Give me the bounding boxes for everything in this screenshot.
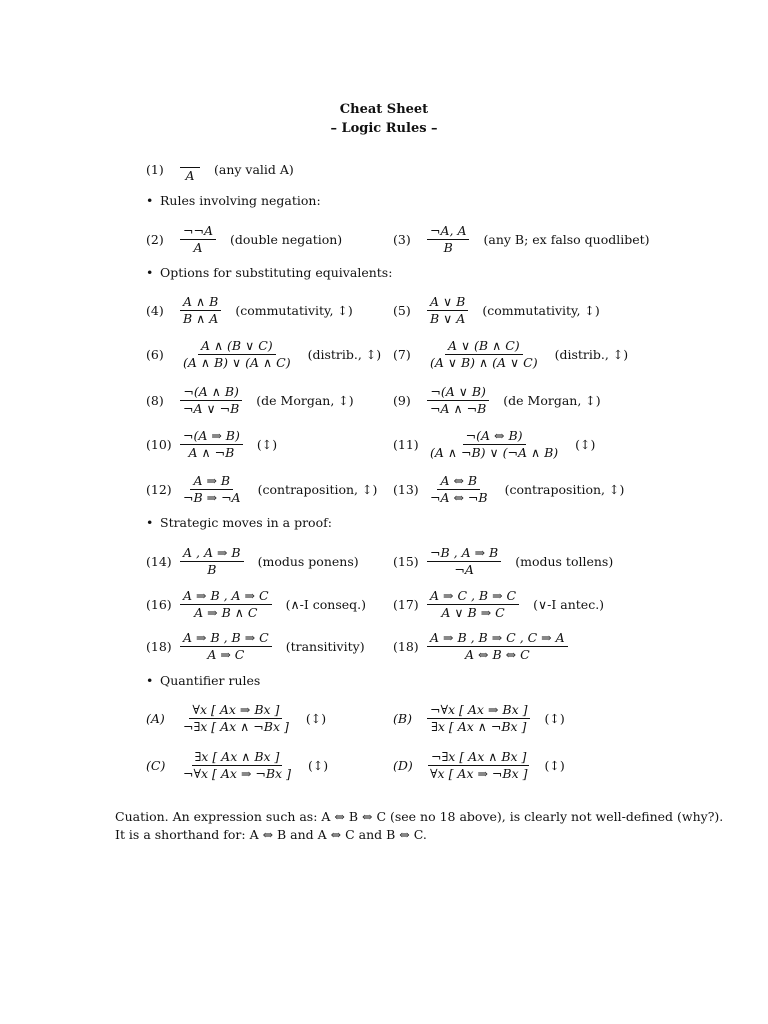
rule-fraction [427, 546, 501, 578]
rule-note: (commutativity, ↕) [482, 303, 600, 319]
rule-conclusion: ¬A [454, 562, 474, 578]
rule-conclusion: ¬B ⇒ ¬A [183, 490, 241, 506]
rule-7 [393, 339, 628, 371]
rule-number: (1) [146, 162, 164, 178]
rule-premise: ¬¬A [180, 224, 216, 240]
section-heading [146, 515, 332, 530]
rule-number: (13) [393, 482, 419, 498]
rule-fraction [427, 429, 561, 461]
rule-fraction [427, 224, 469, 256]
rule-note: (de Morgan, ↕) [503, 393, 601, 409]
rule-premise: ¬B , A ⇒ B [427, 546, 501, 562]
rule-conclusion: (A ∧ ¬B) ∨ (¬A ∧ B) [430, 445, 559, 461]
rule-fraction [427, 750, 530, 782]
rule-fraction [180, 631, 272, 663]
rule-D [393, 750, 565, 782]
rule-number: (10) [146, 437, 172, 453]
page-subtitle: – Logic Rules – [330, 121, 438, 136]
rule-number: (7) [393, 347, 411, 363]
rule-note: (modus tollens) [515, 554, 614, 570]
rule-note: (↕) [307, 758, 329, 774]
caution-line-2: It is a shorthand for: A ⇔ B and A ⇔ C and B ⇔ C. [115, 827, 427, 842]
rule-number: (D) [393, 758, 413, 774]
section-heading-text: Options for substituting equivalents: [160, 265, 393, 280]
section-heading-text: Rules involving negation: [160, 193, 321, 208]
rule-conclusion: ¬A ⇔ ¬B [430, 490, 488, 506]
rule-premise: ∀x [ Ax ⇒ Bx ] [189, 703, 282, 719]
rule-note: (commutativity, ↕) [235, 303, 353, 319]
rule-premise: A ⇒ B [190, 474, 233, 490]
rule-conclusion: A [193, 240, 203, 256]
rule-fraction [427, 295, 468, 327]
rule-note: (contraposition, ↕) [504, 482, 625, 498]
rule-number: (17) [393, 597, 419, 613]
rule-number: (A) [146, 711, 165, 727]
rule-number: (2) [146, 232, 164, 248]
rule-premise: ¬(A ⇒ B) [180, 429, 243, 445]
bullet-dot: • [146, 193, 154, 208]
section-heading [146, 673, 260, 688]
rule-number: (14) [146, 554, 172, 570]
section-heading [146, 265, 392, 280]
rule-premise: ∃x [ Ax ∧ Bx ] [192, 750, 283, 766]
rule-number: (11) [393, 437, 419, 453]
rule-note: (↕) [256, 437, 278, 453]
rule-premise: ¬(A ⇔ B) [463, 429, 526, 445]
rule-number: (18) [393, 639, 419, 655]
rule-number: (6) [146, 347, 164, 363]
rule-fraction [427, 631, 568, 663]
rule-fraction [180, 589, 272, 621]
rule-conclusion: B [207, 562, 217, 578]
rule-premise: ¬∀x [ Ax ⇒ Bx ] [427, 703, 530, 719]
rule-fraction [180, 546, 244, 578]
rule-conclusion: A ⇒ C [207, 647, 245, 663]
rule-note: (de Morgan, ↕) [256, 393, 354, 409]
rule-conclusion: A ⇔ B ⇔ C [465, 647, 530, 663]
rule-number: (4) [146, 303, 164, 319]
rule-conclusion: ¬∃x [ Ax ∧ ¬Bx ] [183, 719, 289, 735]
rule-13 [393, 474, 624, 506]
rule-number: (18) [146, 639, 172, 655]
rule-premise: A ∧ B [180, 295, 221, 311]
rule-number: (B) [393, 711, 412, 727]
rule-A [146, 703, 326, 735]
rule-fraction [180, 385, 242, 417]
rule-fraction [180, 156, 200, 183]
rule-note: (transitivity) [285, 639, 365, 655]
rule-14 [146, 546, 359, 578]
rule-4 [146, 295, 353, 327]
rule-note: (any valid A) [214, 162, 294, 178]
rule-premise: ¬(A ∧ B) [180, 385, 242, 401]
rule-conclusion: A ∨ B ⇒ C [441, 605, 505, 621]
rule-premise [180, 156, 200, 168]
rule-conclusion: B ∨ A [430, 311, 466, 327]
bullet-dot: • [146, 515, 154, 530]
rule-number: (15) [393, 554, 419, 570]
rule-note: (modus ponens) [257, 554, 359, 570]
rule-fraction [427, 339, 541, 371]
caution-line-1: Cuation. An expression such as: A ⇔ B ⇔ C (see no 18 above), is clearly not well-defined (why?). [115, 809, 724, 824]
rule-fraction [180, 703, 292, 735]
rule-note: (any B; ex falso quodlibet) [483, 232, 650, 248]
bullet-dot: • [146, 265, 154, 280]
rule-12 [146, 474, 377, 506]
rule-conclusion: ¬A ∧ ¬B [430, 401, 487, 417]
rule-conclusion: (A ∧ B) ∨ (A ∧ C) [183, 355, 291, 371]
bullet-dot: • [146, 673, 154, 688]
rule-conclusion: ¬∀x [ Ax ⇒ ¬Bx ] [183, 766, 291, 782]
rule-16 [146, 589, 366, 621]
rule-note: (contraposition, ↕) [257, 482, 378, 498]
rule-note: (↕) [544, 711, 565, 727]
rule-fraction [180, 224, 216, 256]
rule-number: (5) [393, 303, 411, 319]
rule-premise: A ∨ B [427, 295, 468, 311]
rule-premise: A ⇒ C , B ⇒ C [427, 589, 519, 605]
rule-10 [146, 429, 277, 461]
rule-fraction [427, 385, 489, 417]
rule-conclusion: (A ∨ B) ∧ (A ∨ C) [430, 355, 538, 371]
rule-number: (9) [393, 393, 411, 409]
rule-number: (C) [146, 758, 166, 774]
section-heading-text: Quantifier rules [160, 673, 261, 688]
rule-C [146, 750, 328, 782]
rule-note: (↕) [544, 758, 565, 774]
rule-premise: ¬∃x [ Ax ∧ Bx ] [428, 750, 529, 766]
rule-B [393, 703, 565, 735]
page-title: Cheat Sheet [339, 102, 429, 117]
rule-number: (12) [146, 482, 172, 498]
rule-premise: A ∨ (B ∧ C) [445, 339, 523, 355]
rule-premise: ¬A, A [427, 224, 469, 240]
rule-premise: A ⇒ B , B ⇒ C [180, 631, 272, 647]
rule-premise: A ⇒ B , B ⇒ C , C ⇒ A [427, 631, 568, 647]
rule-8 [146, 385, 354, 417]
rule-conclusion: A ⇒ B ∧ C [194, 605, 258, 621]
rule-9 [393, 385, 601, 417]
rule-fraction [180, 750, 294, 782]
rule-note: (↕) [575, 437, 596, 453]
rule-17 [393, 589, 604, 621]
rule-note: (distrib., ↕) [307, 347, 382, 363]
rule-conclusion: ¬A ∨ ¬B [183, 401, 240, 417]
rule-premise: A ⇒ B , A ⇒ C [180, 589, 272, 605]
rule-18-transitivity [146, 631, 365, 663]
rule-note: (↕) [305, 711, 327, 727]
rule-11 [393, 429, 595, 461]
rule-15 [393, 546, 613, 578]
rule-number: (16) [146, 597, 172, 613]
rule-note: (∧-I conseq.) [285, 597, 366, 613]
rule-premise: A ⇔ B [437, 474, 480, 490]
rule-conclusion: B ∧ A [183, 311, 219, 327]
rule-note: (distrib., ↕) [554, 347, 629, 363]
rule-premise: ¬(A ∨ B) [427, 385, 489, 401]
rule-5 [393, 295, 600, 327]
rule-conclusion: ∃x [ Ax ∧ ¬Bx ] [431, 719, 527, 735]
rule-conclusion: A ∧ ¬B [188, 445, 235, 461]
rule-1 [146, 156, 294, 183]
rule-fraction [427, 589, 519, 621]
rule-conclusion: A [185, 168, 195, 183]
rule-note: (∨-I antec.) [533, 597, 605, 613]
rule-premise: A , A ⇒ B [180, 546, 244, 562]
rule-fraction [180, 429, 243, 461]
rule-6 [146, 339, 381, 371]
rule-conclusion: ∀x [ Ax ⇒ ¬Bx ] [430, 766, 528, 782]
section-heading-text: Strategic moves in a proof: [160, 515, 332, 530]
rule-number: (8) [146, 393, 164, 409]
rule-number: (3) [393, 232, 411, 248]
rule-fraction [180, 474, 244, 506]
rule-conclusion: B [443, 240, 453, 256]
rule-fraction [180, 339, 294, 371]
rule-fraction [180, 295, 221, 327]
section-heading [146, 193, 321, 208]
rule-premise: A ∧ (B ∨ C) [198, 339, 276, 355]
rule-fraction [427, 474, 491, 506]
rule-2 [146, 224, 342, 256]
rule-3 [393, 224, 650, 256]
rule-fraction [427, 703, 530, 735]
rule-note: (double negation) [229, 232, 343, 248]
rule-18-equivalence-chain [393, 631, 582, 663]
